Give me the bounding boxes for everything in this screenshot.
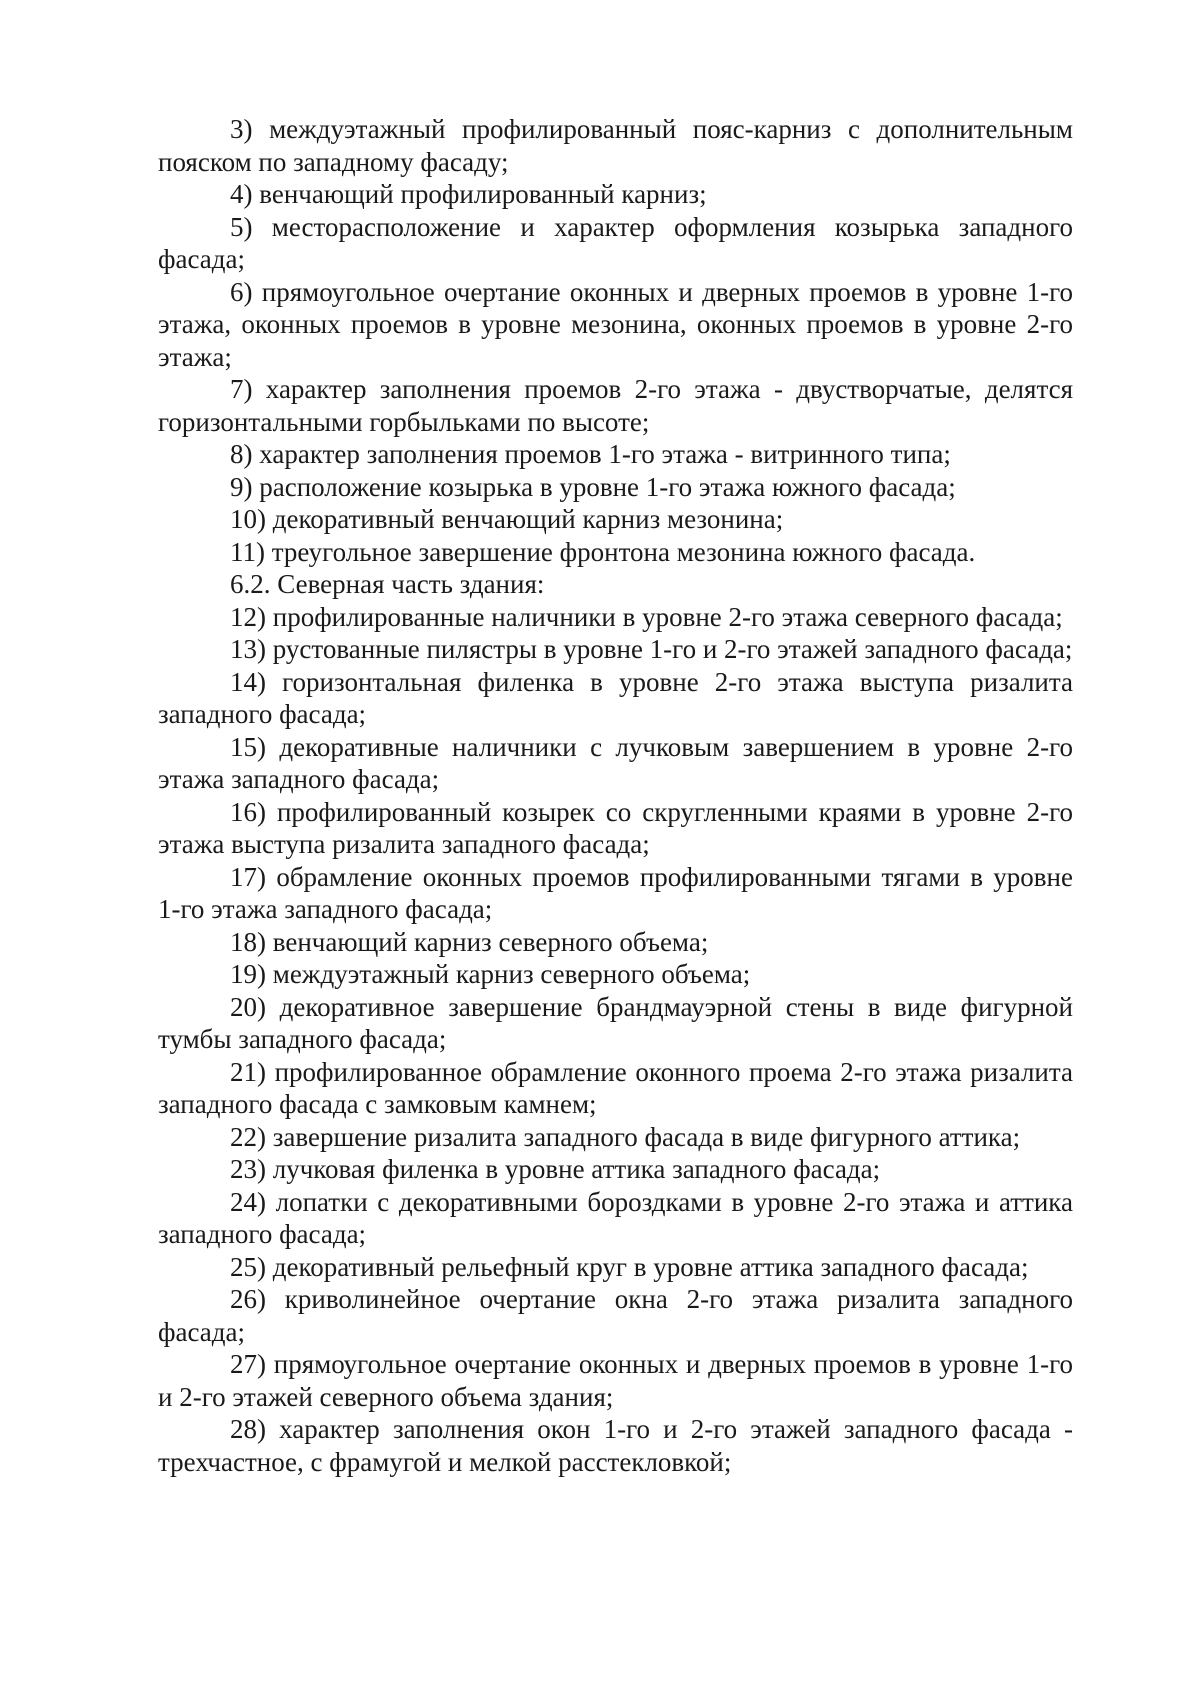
list-item: 11) треугольное завершение фронтона мезонина южного фасада.: [230, 536, 976, 567]
list-item: 24) лопатки с декоративными бороздками в уровне 2-го этажа и аттика западного фасада;: [158, 1186, 1073, 1249]
list-item: 4) венчающий профилированный карниз;: [230, 179, 707, 209]
list-item: 7) характер заполнения проемов 2-го этажа - двустворчатые, делятся горизонтальными горбыльками по высоте;: [158, 374, 1073, 437]
list-item: 27) прямоугольное очертание оконных и дверных проемов в уровне 1-го и 2-го этажей северного объема здания;: [158, 1349, 1073, 1412]
list-item: 22) завершение ризалита западного фасада в виде фигурного аттика;: [230, 1121, 1021, 1152]
list-item: 21) профилированное обрамление оконного проема 2-го этажа ризалита западного фасада с замковым камнем;: [158, 1056, 1073, 1119]
list-item: 17) обрамление оконных проемов профилированными тягами в уровне 1-го этажа западного фасада;: [158, 861, 1073, 924]
list-item: 25) декоративный рельефный круг в уровне аттика западного фасада;: [230, 1251, 1029, 1282]
list-item: 3) междуэтажный профилированный пояс-карниз с дополнительным пояском по западному фасаду;: [158, 114, 1073, 177]
list-item: 6) прямоугольное очертание оконных и дверных проемов в уровне 1-го этажа, оконных проемов в уровне мезонина, оконных проемов в уровне 2-го этажа;: [158, 276, 1073, 372]
list-item: 5) месторасположение и характер оформления козырька западного фасада;: [158, 211, 1073, 274]
list-item: 28) характер заполнения окон 1-го и 2-го этажей западного фасада - трехчастное, с фрамугой и мелкой расстекловкой;: [158, 1414, 1073, 1477]
list-item: 13) рустованные пилястры в уровне 1-го и 2-го этажей западного фасада;: [230, 634, 1073, 664]
list-item: 10) декоративный венчающий карниз мезонина;: [230, 504, 784, 534]
list-item: 20) декоративное завершение брандмауэрной стены в виде фигурной тумбы западного фасада;: [158, 991, 1073, 1054]
list-item: 18) венчающий карниз северного объема;: [230, 926, 709, 957]
list-item: 14) горизонтальная филенка в уровне 2-го этажа выступа ризалита западного фасада;: [158, 666, 1073, 729]
list-item: 12) профилированные наличники в уровне 2-го этажа северного фасада;: [230, 601, 1063, 632]
list-item: 26) криволинейное очертание окна 2-го этажа ризалита западного фасада;: [158, 1284, 1073, 1347]
list-item: 8) характер заполнения проемов 1-го этажа - витринного типа;: [230, 439, 951, 469]
list-item: 9) расположение козырька в уровне 1-го этажа южного фасада;: [230, 471, 956, 502]
list-item: 16) профилированный козырек со скругленными краями в уровне 2-го этажа выступа ризалита западного фасада;: [158, 796, 1073, 859]
document-body: [158, 113, 1073, 1478]
list-item: 23) лучковая филенка в уровне аттика западного фасада;: [230, 1154, 881, 1184]
list-item: 15) декоративные наличники с лучковым завершением в уровне 2-го этажа западного фасада;: [158, 731, 1073, 794]
list-item: 19) междуэтажный карниз северного объема;: [230, 959, 751, 989]
section-heading: 6.2. Северная часть здания:: [230, 569, 545, 599]
